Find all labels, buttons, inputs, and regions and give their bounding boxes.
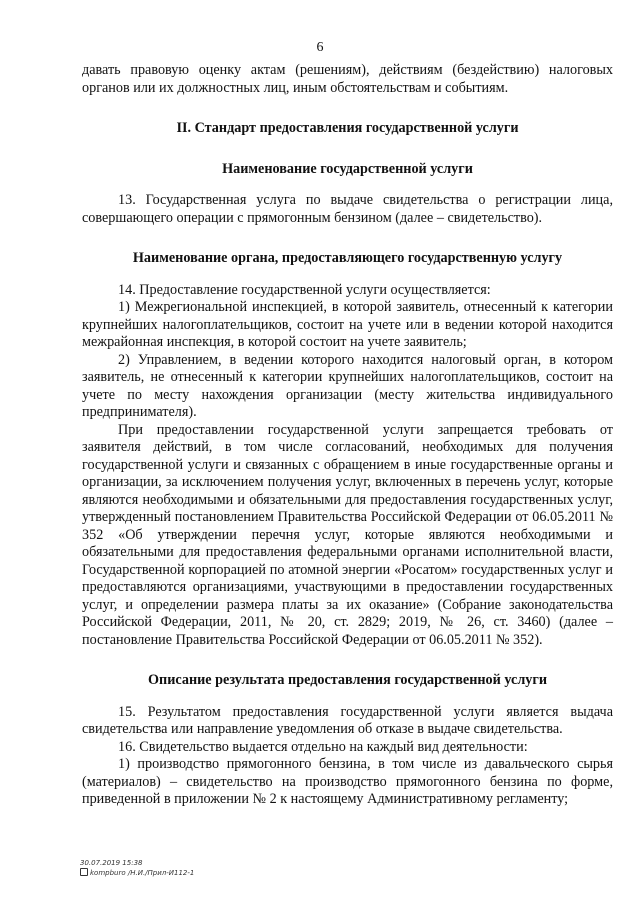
- paragraph-16-item-1: 1) производство прямогонного бензина, в том числе из давальческого сырья (материалов) – свидетельство на производство прямогонного бензина по форме, приведенной в приложении № 2 к настоящему Административному регламенту;: [82, 756, 613, 807]
- section-heading: II. Стандарт предоставления государственной услуги: [176, 120, 519, 136]
- document-footer: [80, 859, 194, 878]
- paragraph-14-item-1: 1) Межрегиональной инспекцией, в которой заявитель, отнесенный к категории крупнейших налогоплательщиков, состоит на учете или в ведении которой находится межрайонная инспекция, в которой состоит на учете заявитель;: [82, 299, 613, 350]
- intro-continuation: давать правовую оценку актам (решениям), действиям (бездействию) налоговых органов или их должностных лиц, иным обстоятельствам и событиям.: [82, 62, 613, 96]
- document-icon: [80, 868, 88, 876]
- footer-file-path: [80, 868, 194, 878]
- paragraph-13: 13. Государственная услуга по выдаче свидетельства о регистрации лица, совершающего операции с прямогонным бензином (далее – свидетельство).: [82, 192, 613, 226]
- footer-timestamp: 30.07.2019 15:38: [80, 859, 143, 867]
- paragraph-15: 15. Результатом предоставления государственной услуги является выдача свидетельства или направление уведомления об отказе в выдаче свидетельства.: [82, 703, 613, 737]
- paragraph-14: 14. Предоставление государственной услуги осуществляется:: [118, 281, 491, 298]
- footer-path-text: kompburo /Н.И./Прил-И112-1: [90, 869, 195, 877]
- page-number: 6: [316, 40, 324, 55]
- subsection-heading-authority: Наименование органа, предоставляющего государственную услугу: [132, 250, 563, 266]
- paragraph-14-item-2: 2) Управлением, в ведении которого находится налоговый орган, в котором заявитель, не отнесенный к категории крупнейших налогоплательщиков, состоит на учете по месту нахождения организации (месту жительства индивидуального предпринимателя).: [82, 351, 613, 420]
- subsection-heading-result: Описание результата предоставления государственной услуги: [148, 672, 547, 688]
- document-body: [82, 62, 613, 809]
- subsection-heading-service-name: Наименование государственной услуги: [222, 160, 473, 177]
- paragraph-16: 16. Свидетельство выдается отдельно на каждый вид деятельности:: [118, 738, 528, 755]
- paragraph-prohibition: При предоставлении государственной услуги запрещается требовать от заявителя действий, в том числе согласований, необходимых для получения государственной услуги и связанных с обращением в иные государственные органы и организации, за исключением получения услуг, включенных в перечень услуг, которые являются необходимыми и обязательными для предоставления государственных услуг, утвержденный постановлением Правительства Российской Федерации от 06.05.2011 № 352 «Об утверждении перечня услуг, которые являются необходимыми и обязательными для предоставления федеральными органами исполнительной власти, Государственной корпорацией по атомной энергии «Росатом» государственных услуг и предоставляются организациями, участвующими в предоставлении государственных услуг, и определении размера платы за их оказание» (Собрание законодательства Российской Федерации, 2011, № 20, ст. 2829; 2019, № 26, ст. 3460) (далее – постановление Правительства Российской Федерации от 06.05.2011 № 352).: [82, 421, 613, 648]
